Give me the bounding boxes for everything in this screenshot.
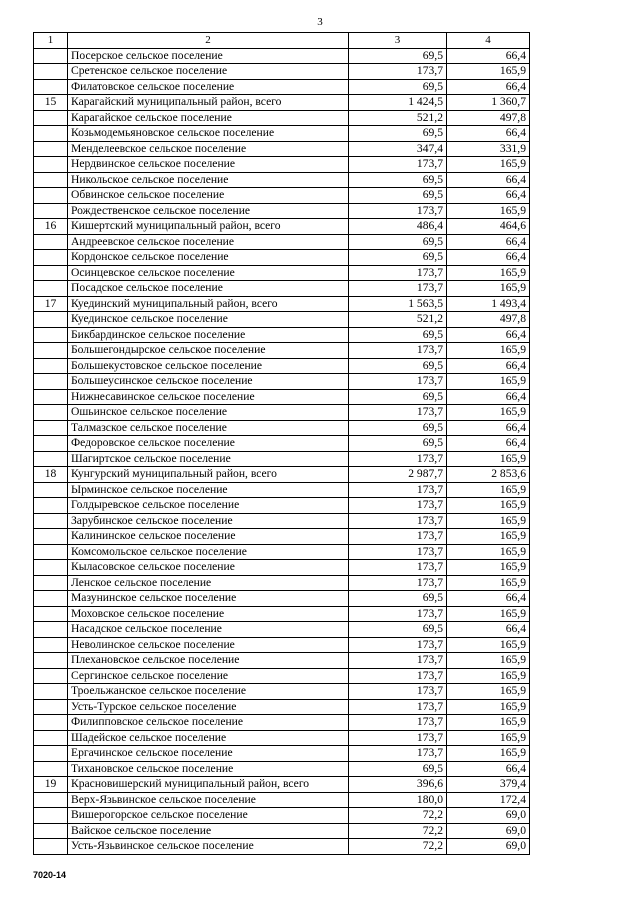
row-number-cell: 18 <box>34 467 68 483</box>
column-3-value-cell: 69,5 <box>349 79 447 95</box>
column-4-value-cell: 66,4 <box>447 234 530 250</box>
row-number-cell <box>34 715 68 731</box>
settlement-name-cell: Филатовское сельское поселение <box>68 79 349 95</box>
column-3-value-cell: 2 987,7 <box>349 467 447 483</box>
settlement-name-cell: Троельжанское сельское поселение <box>68 684 349 700</box>
row-number-cell <box>34 172 68 188</box>
column-4-value-cell: 69,0 <box>447 839 530 855</box>
column-3-value-cell: 69,5 <box>349 327 447 343</box>
table-row <box>34 606 530 622</box>
settlement-name-cell: Красновишерский муниципальный район, всего <box>68 777 349 793</box>
table-row <box>34 761 530 777</box>
column-4-value-cell: 1 360,7 <box>447 95 530 111</box>
column-3-value-cell: 69,5 <box>349 591 447 607</box>
row-number-cell <box>34 498 68 514</box>
column-4-value-cell: 66,4 <box>447 172 530 188</box>
column-4-value-cell: 165,9 <box>447 451 530 467</box>
row-number-cell <box>34 699 68 715</box>
row-number-cell <box>34 684 68 700</box>
table-row <box>34 203 530 219</box>
row-number-cell <box>34 343 68 359</box>
settlement-name-cell: Никольское сельское поселение <box>68 172 349 188</box>
row-number-cell <box>34 281 68 297</box>
row-number-cell <box>34 234 68 250</box>
settlement-name-cell: Насадское сельское поселение <box>68 622 349 638</box>
column-3-value-cell: 521,2 <box>349 110 447 126</box>
table-row <box>34 730 530 746</box>
column-4-value-cell: 66,4 <box>447 358 530 374</box>
column-3-value-cell: 173,7 <box>349 374 447 390</box>
table-row <box>34 358 530 374</box>
column-4-value-cell: 464,6 <box>447 219 530 235</box>
column-4-value-cell: 165,9 <box>447 157 530 173</box>
column-3-value-cell: 173,7 <box>349 544 447 560</box>
table-row <box>34 513 530 529</box>
table-row <box>34 343 530 359</box>
settlement-name-cell: Карагайский муниципальный район, всего <box>68 95 349 111</box>
column-3-value-cell: 173,7 <box>349 699 447 715</box>
settlement-name-cell: Посадское сельское поселение <box>68 281 349 297</box>
row-number-cell <box>34 529 68 545</box>
settlement-name-cell: Усть-Турское сельское поселение <box>68 699 349 715</box>
column-3-value-cell: 173,7 <box>349 684 447 700</box>
row-number-cell <box>34 358 68 374</box>
table-row <box>34 281 530 297</box>
row-number-cell <box>34 622 68 638</box>
settlement-name-cell: Кордонское сельское поселение <box>68 250 349 266</box>
column-4-value-cell: 69,0 <box>447 823 530 839</box>
row-number-cell <box>34 730 68 746</box>
settlement-name-cell: Ергачинское сельское поселение <box>68 746 349 762</box>
table-row <box>34 839 530 855</box>
column-4-value-cell: 66,4 <box>447 591 530 607</box>
table-body <box>34 48 530 854</box>
column-3-value-cell: 173,7 <box>349 668 447 684</box>
column-3-value-cell: 173,7 <box>349 637 447 653</box>
column-4-value-cell: 165,9 <box>447 64 530 80</box>
settlement-name-cell: Плехановское сельское поселение <box>68 653 349 669</box>
settlement-name-cell: Козьмодемьяновское сельское поселение <box>68 126 349 142</box>
column-4-value-cell: 1 493,4 <box>447 296 530 312</box>
column-3-value-cell: 69,5 <box>349 234 447 250</box>
settlement-name-cell: Шадейское сельское поселение <box>68 730 349 746</box>
table-row <box>34 312 530 328</box>
row-number-cell <box>34 250 68 266</box>
row-number-cell <box>34 839 68 855</box>
column-4-value-cell: 66,4 <box>447 761 530 777</box>
row-number-cell <box>34 606 68 622</box>
column-3-value-cell: 173,7 <box>349 730 447 746</box>
row-number-cell <box>34 374 68 390</box>
column-3-value-cell: 1 424,5 <box>349 95 447 111</box>
column-4-value-cell: 497,8 <box>447 110 530 126</box>
column-3-value-cell: 173,7 <box>349 606 447 622</box>
table-row <box>34 141 530 157</box>
table-row <box>34 420 530 436</box>
column-3-value-cell: 173,7 <box>349 560 447 576</box>
column-3-value-cell: 69,5 <box>349 622 447 638</box>
settlement-name-cell: Моховское сельское поселение <box>68 606 349 622</box>
column-4-value-cell: 165,9 <box>447 637 530 653</box>
column-3-value-cell: 396,6 <box>349 777 447 793</box>
row-number-cell: 16 <box>34 219 68 235</box>
row-number-cell <box>34 668 68 684</box>
table-row <box>34 296 530 312</box>
column-3-value-cell: 173,7 <box>349 715 447 731</box>
settlement-name-cell: Верх-Язьвинское сельское поселение <box>68 792 349 808</box>
column-3-value-cell: 72,2 <box>349 808 447 824</box>
row-number-cell <box>34 591 68 607</box>
row-number-cell <box>34 420 68 436</box>
table-row <box>34 250 530 266</box>
column-3-value-cell: 1 563,5 <box>349 296 447 312</box>
column-3-value-cell: 173,7 <box>349 343 447 359</box>
settlement-name-cell: Вишерогорское сельское поселение <box>68 808 349 824</box>
column-4-value-cell: 2 853,6 <box>447 467 530 483</box>
table-row <box>34 823 530 839</box>
settlement-name-cell: Федоровское сельское поселение <box>68 436 349 452</box>
column-4-value-cell: 165,9 <box>447 265 530 281</box>
row-number-cell <box>34 141 68 157</box>
settlement-name-cell: Осинцевское сельское поселение <box>68 265 349 281</box>
column-3-value-cell: 173,7 <box>349 265 447 281</box>
column-4-value-cell: 165,9 <box>447 668 530 684</box>
settlement-name-cell: Шагиртское сельское поселение <box>68 451 349 467</box>
row-number-cell <box>34 482 68 498</box>
column-4-value-cell: 165,9 <box>447 715 530 731</box>
table-row <box>34 79 530 95</box>
row-number-cell <box>34 405 68 421</box>
column-4-value-cell: 66,4 <box>447 436 530 452</box>
page-number: 3 <box>317 16 323 28</box>
column-3-value-cell: 173,7 <box>349 575 447 591</box>
row-number-cell <box>34 560 68 576</box>
row-number-cell <box>34 544 68 560</box>
column-3-value-cell: 173,7 <box>349 451 447 467</box>
row-number-cell: 19 <box>34 777 68 793</box>
column-3-value-cell: 173,7 <box>349 157 447 173</box>
header-col-4: 4 <box>447 33 530 49</box>
column-3-value-cell: 173,7 <box>349 64 447 80</box>
row-number-cell <box>34 327 68 343</box>
table-row <box>34 637 530 653</box>
settlement-name-cell: Вайское сельское поселение <box>68 823 349 839</box>
table-row <box>34 653 530 669</box>
header-row <box>34 33 530 49</box>
column-4-value-cell: 379,4 <box>447 777 530 793</box>
column-4-value-cell: 165,9 <box>447 281 530 297</box>
table-row <box>34 684 530 700</box>
column-3-value-cell: 173,7 <box>349 405 447 421</box>
column-4-value-cell: 165,9 <box>447 544 530 560</box>
column-4-value-cell: 66,4 <box>447 48 530 64</box>
table-row <box>34 327 530 343</box>
column-3-value-cell: 173,7 <box>349 482 447 498</box>
column-3-value-cell: 173,7 <box>349 653 447 669</box>
row-number-cell <box>34 513 68 529</box>
column-4-value-cell: 66,4 <box>447 188 530 204</box>
column-3-value-cell: 69,5 <box>349 250 447 266</box>
footer-code: 7020-14 <box>33 870 67 880</box>
table-row <box>34 668 530 684</box>
column-4-value-cell: 165,9 <box>447 529 530 545</box>
column-3-value-cell: 72,2 <box>349 823 447 839</box>
column-3-value-cell: 173,7 <box>349 498 447 514</box>
settlement-name-cell: Менделеевское сельское поселение <box>68 141 349 157</box>
settlement-name-cell: Андреевское сельское поселение <box>68 234 349 250</box>
table-row <box>34 715 530 731</box>
table-row <box>34 219 530 235</box>
settlement-name-cell: Голдыревское сельское поселение <box>68 498 349 514</box>
table-row <box>34 95 530 111</box>
settlement-name-cell: Посерское сельское поселение <box>68 48 349 64</box>
table-row <box>34 808 530 824</box>
table-row <box>34 48 530 64</box>
settlement-name-cell: Карагайское сельское поселение <box>68 110 349 126</box>
settlement-name-cell: Нижнесавинское сельское поселение <box>68 389 349 405</box>
column-4-value-cell: 165,9 <box>447 575 530 591</box>
column-4-value-cell: 165,9 <box>447 482 530 498</box>
table-row <box>34 110 530 126</box>
table-row <box>34 777 530 793</box>
settlement-name-cell: Нердвинское сельское поселение <box>68 157 349 173</box>
table-row <box>34 436 530 452</box>
table-row <box>34 374 530 390</box>
column-3-value-cell: 69,5 <box>349 172 447 188</box>
settlement-name-cell: Комсомольское сельское поселение <box>68 544 349 560</box>
table-row <box>34 389 530 405</box>
column-3-value-cell: 173,7 <box>349 529 447 545</box>
table-row <box>34 234 530 250</box>
row-number-cell <box>34 64 68 80</box>
row-number-cell <box>34 761 68 777</box>
table-row <box>34 529 530 545</box>
column-4-value-cell: 66,4 <box>447 250 530 266</box>
column-3-value-cell: 69,5 <box>349 188 447 204</box>
column-4-value-cell: 69,0 <box>447 808 530 824</box>
row-number-cell <box>34 188 68 204</box>
column-3-value-cell: 173,7 <box>349 746 447 762</box>
column-4-value-cell: 331,9 <box>447 141 530 157</box>
settlement-name-cell: Обвинское сельское поселение <box>68 188 349 204</box>
column-4-value-cell: 165,9 <box>447 746 530 762</box>
column-4-value-cell: 66,4 <box>447 79 530 95</box>
settlement-name-cell: Тихановское сельское поселение <box>68 761 349 777</box>
column-4-value-cell: 172,4 <box>447 792 530 808</box>
allocation-table <box>33 32 530 855</box>
column-4-value-cell: 66,4 <box>447 389 530 405</box>
header-col-1: 1 <box>34 33 68 49</box>
row-number-cell <box>34 823 68 839</box>
settlement-name-cell: Кишертский муниципальный район, всего <box>68 219 349 235</box>
row-number-cell <box>34 110 68 126</box>
table-row <box>34 467 530 483</box>
column-3-value-cell: 69,5 <box>349 389 447 405</box>
column-3-value-cell: 69,5 <box>349 436 447 452</box>
column-4-value-cell: 66,4 <box>447 622 530 638</box>
row-number-cell <box>34 436 68 452</box>
column-4-value-cell: 165,9 <box>447 653 530 669</box>
settlement-name-cell: Мазунинское сельское поселение <box>68 591 349 607</box>
column-3-value-cell: 180,0 <box>349 792 447 808</box>
table-row <box>34 64 530 80</box>
settlement-name-cell: Большекустовское сельское поселение <box>68 358 349 374</box>
table-row <box>34 575 530 591</box>
column-4-value-cell: 66,4 <box>447 420 530 436</box>
column-4-value-cell: 165,9 <box>447 730 530 746</box>
column-3-value-cell: 173,7 <box>349 203 447 219</box>
table-row <box>34 126 530 142</box>
column-3-value-cell: 69,5 <box>349 761 447 777</box>
column-3-value-cell: 72,2 <box>349 839 447 855</box>
table-row <box>34 591 530 607</box>
table-row <box>34 792 530 808</box>
settlement-name-cell: Филипповское сельское поселение <box>68 715 349 731</box>
table-row <box>34 699 530 715</box>
table-row <box>34 498 530 514</box>
row-number-cell <box>34 126 68 142</box>
column-3-value-cell: 521,2 <box>349 312 447 328</box>
settlement-name-cell: Сергинское сельское поселение <box>68 668 349 684</box>
row-number-cell <box>34 637 68 653</box>
column-4-value-cell: 165,9 <box>447 684 530 700</box>
header-col-2: 2 <box>68 33 349 49</box>
row-number-cell <box>34 265 68 281</box>
table-row <box>34 560 530 576</box>
row-number-cell <box>34 203 68 219</box>
column-3-value-cell: 69,5 <box>349 48 447 64</box>
table-row <box>34 172 530 188</box>
column-4-value-cell: 165,9 <box>447 513 530 529</box>
column-4-value-cell: 165,9 <box>447 405 530 421</box>
column-3-value-cell: 173,7 <box>349 281 447 297</box>
table-row <box>34 188 530 204</box>
column-4-value-cell: 165,9 <box>447 699 530 715</box>
settlement-name-cell: Кунгурский муниципальный район, всего <box>68 467 349 483</box>
table-row <box>34 482 530 498</box>
row-number-cell: 15 <box>34 95 68 111</box>
settlement-name-cell: Кыласовское сельское поселение <box>68 560 349 576</box>
settlement-name-cell: Большегондырское сельское поселение <box>68 343 349 359</box>
settlement-name-cell: Куединский муниципальный район, всего <box>68 296 349 312</box>
column-4-value-cell: 165,9 <box>447 498 530 514</box>
table-row <box>34 265 530 281</box>
column-3-value-cell: 69,5 <box>349 126 447 142</box>
row-number-cell <box>34 451 68 467</box>
column-4-value-cell: 165,9 <box>447 343 530 359</box>
settlement-name-cell: Сретенское сельское поселение <box>68 64 349 80</box>
settlement-name-cell: Зарубинское сельское поселение <box>68 513 349 529</box>
header-col-3: 3 <box>349 33 447 49</box>
settlement-name-cell: Бикбардинское сельское поселение <box>68 327 349 343</box>
column-4-value-cell: 66,4 <box>447 327 530 343</box>
column-3-value-cell: 69,5 <box>349 420 447 436</box>
table-row <box>34 157 530 173</box>
table-row <box>34 405 530 421</box>
row-number-cell <box>34 389 68 405</box>
row-number-cell <box>34 808 68 824</box>
row-number-cell <box>34 48 68 64</box>
column-3-value-cell: 173,7 <box>349 513 447 529</box>
settlement-name-cell: Ырминское сельское поселение <box>68 482 349 498</box>
column-4-value-cell: 165,9 <box>447 374 530 390</box>
settlement-name-cell: Неволинское сельское поселение <box>68 637 349 653</box>
settlement-name-cell: Куединское сельское поселение <box>68 312 349 328</box>
row-number-cell <box>34 157 68 173</box>
table-row <box>34 622 530 638</box>
column-4-value-cell: 165,9 <box>447 560 530 576</box>
settlement-name-cell: Ошьинское сельское поселение <box>68 405 349 421</box>
column-3-value-cell: 69,5 <box>349 358 447 374</box>
settlement-name-cell: Большеусинское сельское поселение <box>68 374 349 390</box>
table-row <box>34 544 530 560</box>
column-4-value-cell: 497,8 <box>447 312 530 328</box>
row-number-cell <box>34 79 68 95</box>
settlement-name-cell: Калининское сельское поселение <box>68 529 349 545</box>
column-4-value-cell: 66,4 <box>447 126 530 142</box>
column-3-value-cell: 347,4 <box>349 141 447 157</box>
row-number-cell: 17 <box>34 296 68 312</box>
settlement-name-cell: Рождественское сельское поселение <box>68 203 349 219</box>
table-row <box>34 451 530 467</box>
settlement-name-cell: Ленское сельское поселение <box>68 575 349 591</box>
row-number-cell <box>34 792 68 808</box>
row-number-cell <box>34 575 68 591</box>
table-row <box>34 746 530 762</box>
settlement-name-cell: Усть-Язьвинское сельское поселение <box>68 839 349 855</box>
row-number-cell <box>34 312 68 328</box>
column-3-value-cell: 486,4 <box>349 219 447 235</box>
column-4-value-cell: 165,9 <box>447 606 530 622</box>
column-4-value-cell: 165,9 <box>447 203 530 219</box>
settlement-name-cell: Талмазское сельское поселение <box>68 420 349 436</box>
row-number-cell <box>34 746 68 762</box>
row-number-cell <box>34 653 68 669</box>
